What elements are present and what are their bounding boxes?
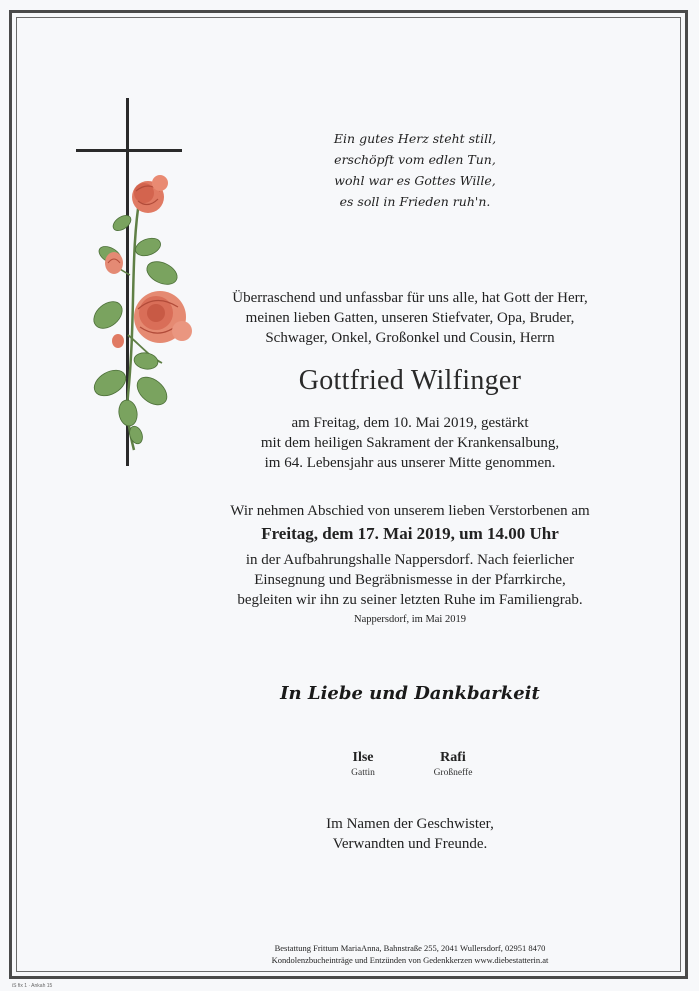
funeral-home-footer xyxy=(180,942,640,966)
death-line: mit dem heiligen Sakrament der Krankensalbung, xyxy=(260,435,560,451)
footer-line: Kondolenzbucheinträge und Entzünden von Gedenkkerzen www.diebestatterin.at xyxy=(271,955,549,965)
mourner-name: Ilse xyxy=(352,750,374,765)
intro-line: Schwager, Onkel, Großonkel und Cousin, Herrn xyxy=(265,330,555,346)
love-and-gratitude: In Liebe und Dankbarkeit xyxy=(280,683,540,704)
verse-line: erschöpft vom edlen Tun, xyxy=(334,152,496,167)
ceremony-details xyxy=(200,550,620,610)
death-line: am Freitag, dem 10. Mai 2019, gestärkt xyxy=(291,415,529,431)
mourner-role: Gattin xyxy=(351,768,375,778)
mourner xyxy=(398,749,508,779)
mourner-name: Rafi xyxy=(440,750,466,765)
on-behalf-text xyxy=(240,814,580,854)
rose-bud-small xyxy=(112,334,124,348)
funeral-date: Freitag, dem 17. Mai 2019, um 14.00 Uhr xyxy=(261,524,559,543)
death-notice xyxy=(200,413,620,473)
rose-bud-left xyxy=(105,252,123,274)
on-behalf-line: Verwandten und Freunde. xyxy=(332,836,488,852)
mourner-role: Großneffe xyxy=(433,768,473,778)
verse-line: Ein gutes Herz steht still, xyxy=(333,131,497,146)
intro-text xyxy=(200,288,620,348)
intro-line: meinen lieben Gatten, unseren Stiefvater, Opa, Bruder, xyxy=(245,310,575,326)
deceased-name: Gottfried Wilfinger xyxy=(298,365,522,396)
ceremony-line: in der Aufbahrungshalle Nappersdorf. Nach feierlicher xyxy=(245,552,575,568)
ceremony-line: Einsegnung und Begräbnismesse in der Pfarrkirche, xyxy=(254,572,566,588)
death-line: im 64. Lebensjahr aus unserer Mitte genommen. xyxy=(264,455,556,471)
verse-line: wohl war es Gottes Wille, xyxy=(334,173,496,188)
on-behalf-line: Im Namen der Geschwister, xyxy=(326,816,494,832)
cross-with-roses-illustration xyxy=(70,95,210,470)
rose-large xyxy=(134,291,192,343)
rose-top xyxy=(132,175,168,213)
corner-note: iS fix 1 · Ankah 15 xyxy=(12,983,53,989)
intro-line: Überraschend und unfassbar für uns alle, hat Gott der Herr, xyxy=(232,290,588,306)
footer-line: Bestattung Frittum MariaAnna, Bahnstraße 255, 2041 Wullersdorf, 02951 8470 xyxy=(274,943,546,953)
place-and-date: Nappersdorf, im Mai 2019 xyxy=(354,614,466,625)
farewell-text: Wir nehmen Abschied von unserem lieben Verstorbenen am xyxy=(230,503,590,519)
verse-line: es soll in Frieden ruh'n. xyxy=(339,194,491,209)
ceremony-line: begleiten wir ihn zu seiner letzten Ruhe im Familiengrab. xyxy=(237,592,583,608)
memorial-verse xyxy=(300,128,530,212)
